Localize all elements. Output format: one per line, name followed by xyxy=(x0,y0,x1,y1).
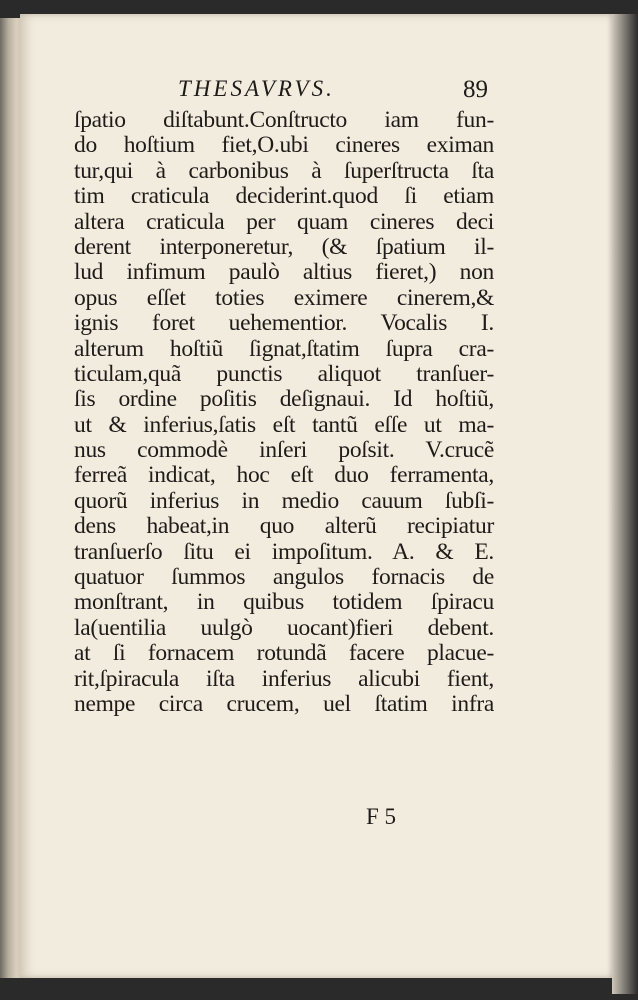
text-line: ut & inferius,ſatis eſt tantũ eſſe ut ma- xyxy=(74,411,494,438)
text-line: dens habeat,in quo alterũ recipiatur xyxy=(74,513,494,540)
text-line: altera craticula per quam cineres deci xyxy=(74,208,494,235)
page-number: 89 xyxy=(463,76,488,103)
text-line: ſpatio diſtabunt.Conſtructo iam fun- xyxy=(74,107,494,133)
signature-mark: F 5 xyxy=(366,804,397,829)
text-line: tim craticula deciderint.quod ſi etiam xyxy=(74,183,494,210)
book-gutter-edge xyxy=(0,18,22,978)
page-edge-shadow xyxy=(612,14,638,994)
text-line: quatuor ſummos angulos fornacis de xyxy=(74,564,494,591)
text-line: lud infimum paulò altius fieret,) non xyxy=(74,259,494,286)
text-line: monſtrant, in quibus totidem ſpiracu xyxy=(74,589,494,616)
body-text xyxy=(74,108,494,717)
text-line: tur,qui à carbonibus à ſuperſtructa ſta xyxy=(74,157,494,184)
text-line: nus commodè inſeri poſsit. V.crucẽ xyxy=(74,437,494,464)
text-line: nempe circa crucem, uel ſtatim infra xyxy=(74,690,494,717)
running-title: THESAVRVS. xyxy=(178,76,335,101)
text-line: at ſi fornacem rotundã facere placue- xyxy=(74,640,494,667)
text-line: opus eſſet toties eximere cinerem,& xyxy=(74,284,494,311)
text-line: ſis ordine poſitis deſignaui. Id hoſtiũ, xyxy=(74,386,494,413)
text-line: quorũ inferius in medio cauum ſubſi- xyxy=(74,487,494,514)
text-line: alterum hoſtiũ ſignat,ſtatim ſupra cra- xyxy=(74,335,494,362)
text-line: rit,ſpiracula iſta inferius alicubi fient, xyxy=(74,665,494,692)
text-line: ferreã indicat, hoc eſt duo ferramenta, xyxy=(74,462,494,489)
text-line: derent interponeretur, (& ſpatium il- xyxy=(74,233,494,260)
text-line: la(uentilia uulgò uocant)fieri debent. xyxy=(74,614,494,641)
text-line: ignis foret uehementior. Vocalis I. xyxy=(74,310,494,337)
text-line: tranſuerſo ſitu ei impoſitum. A. & E. xyxy=(74,538,494,565)
text-line: ticulam,quã punctis aliquot tranſuer- xyxy=(74,360,494,387)
text-line: do hoſtium fiet,O.ubi cineres eximan xyxy=(74,132,494,159)
